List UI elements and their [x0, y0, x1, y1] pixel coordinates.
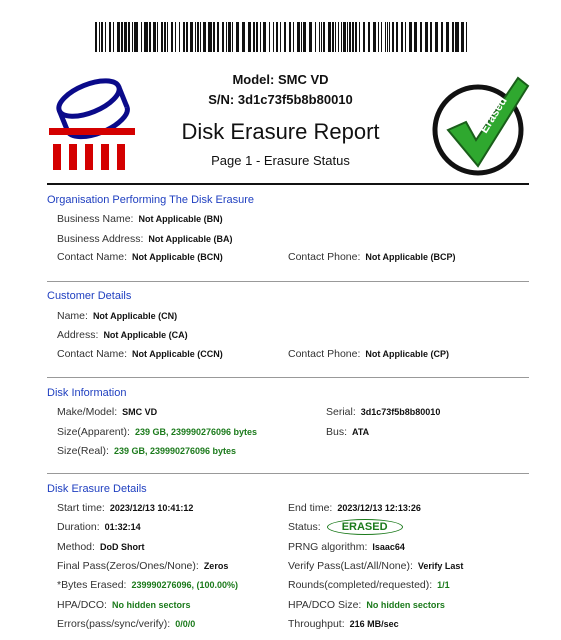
page-title: Disk Erasure Report [181, 119, 380, 144]
erased-badge-text: Erased [476, 94, 510, 136]
section-title-disk-information: Disk Information [47, 387, 127, 399]
serial-number-line: S/N: 3d1c73f5b8b80010 [208, 92, 353, 107]
model-line: Model: SMC VD [232, 72, 329, 87]
field-errors: Errors(pass/sync/verify): 0/0/0 [57, 618, 196, 630]
header-divider [47, 183, 529, 185]
field-method: Method: DoD Short [57, 541, 145, 553]
field-business-address: Business Address: Not Applicable (BA) [57, 233, 233, 245]
section-divider [47, 377, 529, 378]
field-bus: Bus: ATA [326, 426, 370, 438]
field-customer-contact-phone: Contact Phone: Not Applicable (CP) [288, 348, 450, 360]
field-final-pass: Final Pass(Zeros/Ones/None): Zeros [57, 560, 229, 572]
field-business-contact-name: Contact Name: Not Applicable (BCN) [57, 251, 223, 263]
field-rounds: Rounds(completed/requested): 1/1 [288, 579, 450, 591]
status-badge: ERASED [327, 519, 403, 535]
field-hpa-dco: HPA/DCO: No hidden sectors [57, 599, 191, 611]
field-bytes-erased: *Bytes Erased: 239990276096, (100.00%) [57, 579, 239, 591]
field-verify-pass: Verify Pass(Last/All/None): Verify Last [288, 560, 464, 572]
section-title-customer: Customer Details [47, 290, 132, 302]
field-customer-address: Address: Not Applicable (CA) [57, 329, 188, 341]
field-customer-name: Name: Not Applicable (CN) [57, 310, 178, 322]
field-start-time: Start time: 2023/12/13 10:41:12 [57, 502, 194, 514]
field-duration: Duration: 01:32:14 [57, 521, 141, 533]
field-size-real: Size(Real): 239 GB, 239990276096 bytes [57, 445, 237, 457]
field-throughput: Throughput: 216 MB/sec [288, 618, 399, 630]
section-title-erasure-details: Disk Erasure Details [47, 483, 147, 495]
field-business-contact-phone: Contact Phone: Not Applicable (BCP) [288, 251, 456, 263]
field-customer-contact-name: Contact Name: Not Applicable (CCN) [57, 348, 223, 360]
section-title-organisation: Organisation Performing The Disk Erasure [47, 194, 255, 206]
field-status: Status: ERASED [288, 519, 403, 535]
section-divider [47, 473, 529, 474]
page-info: Page 1 - Erasure Status [211, 153, 350, 168]
field-serial: Serial: 3d1c73f5b8b80010 [326, 406, 441, 418]
section-divider [47, 281, 529, 282]
field-hpa-dco-size: HPA/DCO Size: No hidden sectors [288, 599, 445, 611]
field-business-name: Business Name: Not Applicable (BN) [57, 213, 223, 225]
field-prng: PRNG algorithm: Isaac64 [288, 541, 405, 553]
field-end-time: End time: 2023/12/13 12:13:26 [288, 502, 421, 514]
barcode [95, 22, 467, 52]
field-make-model: Make/Model: SMC VD [57, 406, 158, 418]
field-size-apparent: Size(Apparent): 239 GB, 239990276096 bytes [57, 426, 258, 438]
